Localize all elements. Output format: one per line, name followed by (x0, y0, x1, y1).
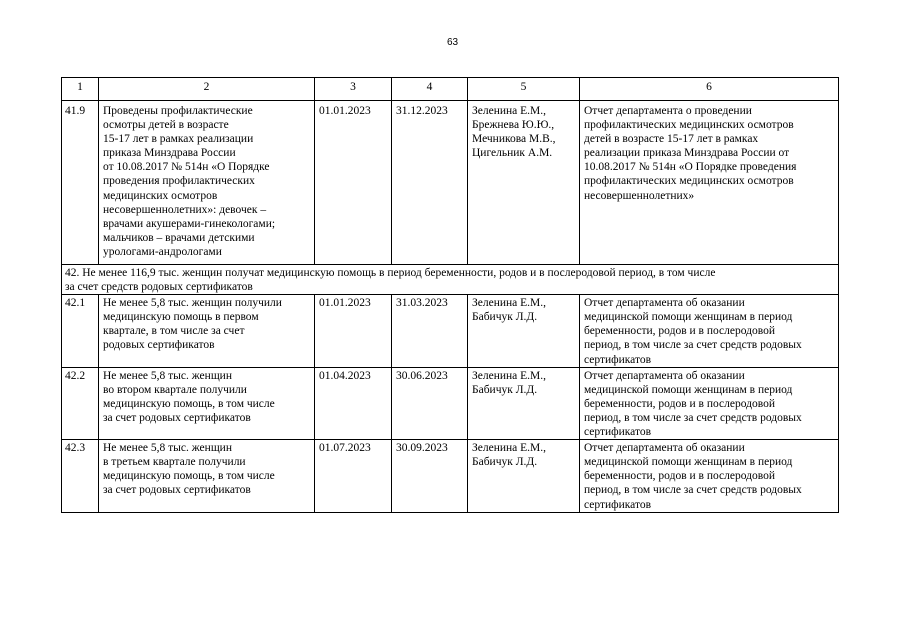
section-row (62, 265, 839, 295)
page-number: 63 (446, 37, 459, 48)
row-number: 41.9 (62, 101, 99, 265)
row-description: Проведены профилактические осмотры детей в возрасте 15-17 лет в рамках реализации приказа Минздрава России от 10.08.2017 № 514н «О Порядке проведения профилактических медицинских осмотров несовершеннолетних»: девочек – врачами акушерами-гинекологами; мальчиков – врачами детскими урологами-андрологами (99, 101, 315, 265)
row-description: Не менее 5,8 тыс. женщин во втором квартале получили медицинскую помощь, в том числе за счет родовых сертификатов (99, 367, 315, 439)
row-responsible: Зеленина Е.М., Бабичук Л.Д. (468, 440, 580, 512)
row-responsible: Зеленина Е.М., Бабичук Л.Д. (468, 295, 580, 367)
table-header-row (62, 78, 839, 101)
header-cell-4: 4 (392, 78, 468, 101)
table-row (62, 295, 839, 367)
header-cell-1: 1 (62, 78, 99, 101)
row-end-date: 31.03.2023 (392, 295, 468, 367)
row-end-date: 31.12.2023 (392, 101, 468, 265)
header-cell-6: 6 (580, 78, 839, 101)
table-row (62, 101, 839, 265)
row-number: 42.3 (62, 440, 99, 512)
row-number: 42.2 (62, 367, 99, 439)
row-description: Не менее 5,8 тыс. женщин в третьем квартале получили медицинскую помощь, в том числе за счет родовых сертификатов (99, 440, 315, 512)
row-report: Отчет департамента об оказании медицинской помощи женщинам в период беременности, родов и в послеродовой период, в том числе за счет средств родовых сертификатов (580, 295, 839, 367)
row-end-date: 30.09.2023 (392, 440, 468, 512)
row-description: Не менее 5,8 тыс. женщин получили медицинскую помощь в первом квартале, в том числе за счет родовых сертификатов (99, 295, 315, 367)
row-start-date: 01.01.2023 (315, 295, 392, 367)
table-row (62, 440, 839, 512)
header-cell-2: 2 (99, 78, 315, 101)
row-start-date: 01.04.2023 (315, 367, 392, 439)
row-report: Отчет департамента о проведении профилактических медицинских осмотров детей в возрасте 15-17 лет в рамках реализации приказа Минздрава России от 10.08.2017 № 514н «О Порядке проведения профилактических медицинских осмотров несовершеннолетних» (580, 101, 839, 265)
row-end-date: 30.06.2023 (392, 367, 468, 439)
row-number: 42.1 (62, 295, 99, 367)
table-row (62, 367, 839, 439)
row-report: Отчет департамента об оказании медицинской помощи женщинам в период беременности, родов и в послеродовой период, в том числе за счет средств родовых сертификатов (580, 367, 839, 439)
row-start-date: 01.01.2023 (315, 101, 392, 265)
row-start-date: 01.07.2023 (315, 440, 392, 512)
header-cell-5: 5 (468, 78, 580, 101)
row-responsible: Зеленина Е.М., Бабичук Л.Д. (468, 367, 580, 439)
header-cell-3: 3 (315, 78, 392, 101)
section-heading: 42. Не менее 116,9 тыс. женщин получат медицинскую помощь в период беременности, родов и в послеродовой период, в том числе за счет средств родовых сертификатов (62, 265, 839, 295)
row-report: Отчет департамента об оказании медицинской помощи женщинам в период беременности, родов и в послеродовой период, в том числе за счет средств родовых сертификатов (580, 440, 839, 512)
row-responsible: Зеленина Е.М., Брежнева Ю.Ю., Мечникова М.В., Цигельник А.М. (468, 101, 580, 265)
plan-table (61, 77, 839, 513)
